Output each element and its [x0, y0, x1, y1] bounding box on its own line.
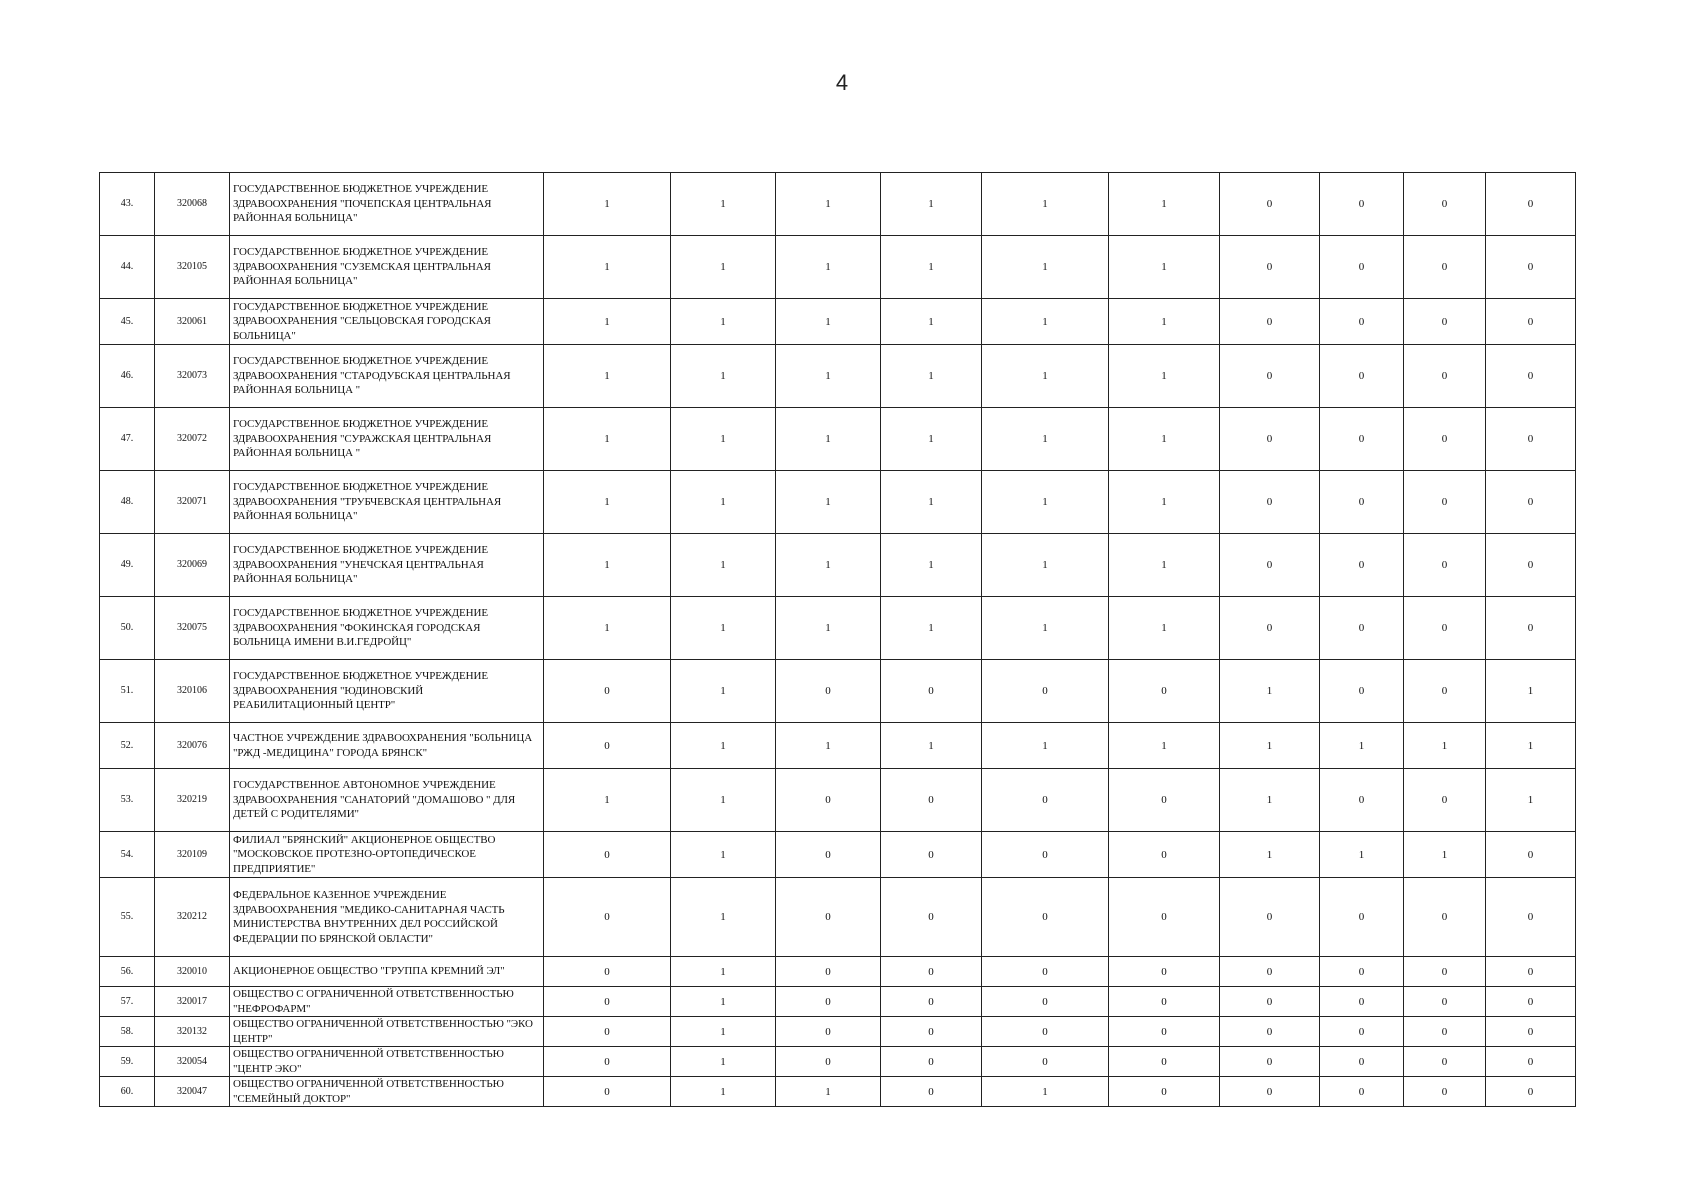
value-cell: 0: [1109, 832, 1220, 878]
value-cell: 1: [982, 345, 1109, 408]
value-cell: 1: [1486, 660, 1576, 723]
value-cell: 1: [1404, 723, 1486, 769]
org-code: 320073: [155, 345, 230, 408]
value-cell: 0: [1320, 345, 1404, 408]
value-cell: 1: [1220, 660, 1320, 723]
value-cell: 0: [1404, 408, 1486, 471]
value-cell: 1: [982, 534, 1109, 597]
value-cell: 1: [881, 408, 982, 471]
value-cell: 1: [1109, 236, 1220, 299]
value-cell: 0: [1486, 534, 1576, 597]
table-row: [100, 534, 1576, 597]
org-code: 320047: [155, 1077, 230, 1107]
row-number: 50.: [100, 597, 155, 660]
org-name: ОБЩЕСТВО ОГРАНИЧЕННОЙ ОТВЕТСТВЕННОСТЬЮ "ЭКО ЦЕНТР": [230, 1017, 544, 1047]
value-cell: 0: [1320, 236, 1404, 299]
value-cell: 0: [1486, 957, 1576, 987]
value-cell: 0: [1320, 408, 1404, 471]
value-cell: 1: [982, 173, 1109, 236]
value-cell: 1: [1109, 173, 1220, 236]
value-cell: 0: [544, 987, 671, 1017]
org-name: ГОСУДАРСТВЕННОЕ БЮДЖЕТНОЕ УЧРЕЖДЕНИЕ ЗДРАВООХРАНЕНИЯ "СУРАЖСКАЯ ЦЕНТРАЛЬНАЯ РАЙОННАЯ БОЛЬНИЦА ": [230, 408, 544, 471]
value-cell: 0: [544, 723, 671, 769]
value-cell: 0: [1486, 173, 1576, 236]
value-cell: 0: [544, 957, 671, 987]
value-cell: 0: [1109, 769, 1220, 832]
value-cell: 0: [982, 1017, 1109, 1047]
value-cell: 0: [1320, 878, 1404, 957]
value-cell: 0: [1220, 534, 1320, 597]
value-cell: 0: [881, 1017, 982, 1047]
row-number: 59.: [100, 1047, 155, 1077]
value-cell: 1: [1109, 597, 1220, 660]
value-cell: 0: [1320, 299, 1404, 345]
value-cell: 1: [881, 299, 982, 345]
value-cell: 1: [1109, 345, 1220, 408]
value-cell: 1: [544, 471, 671, 534]
row-number: 58.: [100, 1017, 155, 1047]
value-cell: 1: [1486, 769, 1576, 832]
table-row: [100, 173, 1576, 236]
value-cell: 0: [1486, 987, 1576, 1017]
org-name: ГОСУДАРСТВЕННОЕ БЮДЖЕТНОЕ УЧРЕЖДЕНИЕ ЗДРАВООХРАНЕНИЯ "ФОКИНСКАЯ ГОРОДСКАЯ БОЛЬНИЦА ИМЕНИ В.И.ГЕДРОЙЦ": [230, 597, 544, 660]
value-cell: 1: [1486, 723, 1576, 769]
org-code: 320069: [155, 534, 230, 597]
org-code: 320061: [155, 299, 230, 345]
value-cell: 1: [671, 1047, 776, 1077]
value-cell: 1: [671, 1077, 776, 1107]
value-cell: 1: [776, 299, 881, 345]
value-cell: 0: [1404, 471, 1486, 534]
value-cell: 0: [1109, 660, 1220, 723]
org-code: 320212: [155, 878, 230, 957]
row-number: 57.: [100, 987, 155, 1017]
value-cell: 1: [671, 471, 776, 534]
value-cell: 1: [982, 471, 1109, 534]
value-cell: 1: [1220, 769, 1320, 832]
org-name: ФЕДЕРАЛЬНОЕ КАЗЕННОЕ УЧРЕЖДЕНИЕ ЗДРАВООХРАНЕНИЯ "МЕДИКО-САНИТАРНАЯ ЧАСТЬ МИНИСТЕРСТВА ВНУТРЕННИХ ДЕЛ РОССИЙСКОЙ ФЕДЕРАЦИИ ПО БРЯНСКОЙ ОБЛАСТИ": [230, 878, 544, 957]
value-cell: 0: [1404, 597, 1486, 660]
value-cell: 0: [1404, 173, 1486, 236]
row-number: 46.: [100, 345, 155, 408]
row-number: 54.: [100, 832, 155, 878]
value-cell: 1: [881, 471, 982, 534]
value-cell: 0: [1486, 236, 1576, 299]
value-cell: 0: [544, 832, 671, 878]
value-cell: 0: [776, 660, 881, 723]
value-cell: 0: [1109, 878, 1220, 957]
value-cell: 0: [1220, 173, 1320, 236]
row-number: 55.: [100, 878, 155, 957]
value-cell: 0: [881, 1047, 982, 1077]
table-row: [100, 345, 1576, 408]
organizations-table: [99, 172, 1576, 1107]
value-cell: 0: [544, 1077, 671, 1107]
value-cell: 0: [1320, 597, 1404, 660]
value-cell: 0: [1486, 408, 1576, 471]
value-cell: 0: [1320, 957, 1404, 987]
value-cell: 1: [776, 723, 881, 769]
value-cell: 0: [1220, 471, 1320, 534]
value-cell: 0: [1220, 408, 1320, 471]
value-cell: 0: [881, 660, 982, 723]
value-cell: 0: [776, 987, 881, 1017]
value-cell: 0: [982, 878, 1109, 957]
value-cell: 1: [1220, 832, 1320, 878]
value-cell: 0: [544, 1017, 671, 1047]
value-cell: 0: [1320, 1047, 1404, 1077]
org-name: ГОСУДАРСТВЕННОЕ БЮДЖЕТНОЕ УЧРЕЖДЕНИЕ ЗДРАВООХРАНЕНИЯ "СЕЛЬЦОВСКАЯ ГОРОДСКАЯ БОЛЬНИЦА": [230, 299, 544, 345]
value-cell: 1: [776, 345, 881, 408]
value-cell: 0: [1220, 236, 1320, 299]
value-cell: 1: [776, 1077, 881, 1107]
value-cell: 0: [1486, 1017, 1576, 1047]
org-code: 320219: [155, 769, 230, 832]
value-cell: 0: [1404, 299, 1486, 345]
org-name: ОБЩЕСТВО ОГРАНИЧЕННОЙ ОТВЕТСТВЕННОСТЬЮ "СЕМЕЙНЫЙ ДОКТОР": [230, 1077, 544, 1107]
value-cell: 0: [881, 957, 982, 987]
value-cell: 1: [881, 723, 982, 769]
value-cell: 0: [776, 957, 881, 987]
value-cell: 0: [1320, 769, 1404, 832]
org-name: ГОСУДАРСТВЕННОЕ АВТОНОМНОЕ УЧРЕЖДЕНИЕ ЗДРАВООХРАНЕНИЯ "САНАТОРИЙ "ДОМАШОВО " ДЛЯ ДЕТЕЙ С РОДИТЕЛЯМИ": [230, 769, 544, 832]
table-row: [100, 299, 1576, 345]
value-cell: 1: [982, 236, 1109, 299]
table-row: [100, 1077, 1576, 1107]
org-name: ЧАСТНОЕ УЧРЕЖДЕНИЕ ЗДРАВООХРАНЕНИЯ "БОЛЬНИЦА "РЖД -МЕДИЦИНА" ГОРОДА БРЯНСК": [230, 723, 544, 769]
value-cell: 0: [1220, 878, 1320, 957]
value-cell: 1: [671, 299, 776, 345]
value-cell: 0: [1109, 1017, 1220, 1047]
value-cell: 1: [982, 723, 1109, 769]
value-cell: 0: [1486, 345, 1576, 408]
value-cell: 0: [776, 832, 881, 878]
value-cell: 1: [776, 534, 881, 597]
value-cell: 1: [776, 408, 881, 471]
value-cell: 0: [1320, 1077, 1404, 1107]
value-cell: 0: [776, 878, 881, 957]
value-cell: 0: [881, 1077, 982, 1107]
value-cell: 0: [1404, 345, 1486, 408]
value-cell: 1: [671, 173, 776, 236]
value-cell: 0: [1404, 1017, 1486, 1047]
value-cell: 1: [671, 723, 776, 769]
row-number: 53.: [100, 769, 155, 832]
value-cell: 0: [1404, 1047, 1486, 1077]
value-cell: 1: [881, 236, 982, 299]
row-number: 51.: [100, 660, 155, 723]
value-cell: 1: [671, 1017, 776, 1047]
org-name: ГОСУДАРСТВЕННОЕ БЮДЖЕТНОЕ УЧРЕЖДЕНИЕ ЗДРАВООХРАНЕНИЯ "СУЗЕМСКАЯ ЦЕНТРАЛЬНАЯ РАЙОННАЯ БОЛЬНИЦА": [230, 236, 544, 299]
value-cell: 1: [544, 408, 671, 471]
value-cell: 0: [1320, 1017, 1404, 1047]
org-name: ГОСУДАРСТВЕННОЕ БЮДЖЕТНОЕ УЧРЕЖДЕНИЕ ЗДРАВООХРАНЕНИЯ "СТАРОДУБСКАЯ ЦЕНТРАЛЬНАЯ РАЙОННАЯ БОЛЬНИЦА ": [230, 345, 544, 408]
value-cell: 0: [1220, 1047, 1320, 1077]
value-cell: 0: [1486, 471, 1576, 534]
org-code: 320075: [155, 597, 230, 660]
value-cell: 0: [544, 660, 671, 723]
value-cell: 1: [544, 345, 671, 408]
org-code: 320017: [155, 987, 230, 1017]
org-name: ФИЛИАЛ "БРЯНСКИЙ" АКЦИОНЕРНОЕ ОБЩЕСТВО "МОСКОВСКОЕ ПРОТЕЗНО-ОРТОПЕДИЧЕСКОЕ ПРЕДПРИЯТИЕ": [230, 832, 544, 878]
value-cell: 1: [1109, 723, 1220, 769]
table-row: [100, 957, 1576, 987]
value-cell: 1: [776, 236, 881, 299]
value-cell: 0: [1109, 957, 1220, 987]
value-cell: 0: [1486, 878, 1576, 957]
value-cell: 1: [982, 597, 1109, 660]
value-cell: 0: [544, 1047, 671, 1077]
value-cell: 0: [982, 987, 1109, 1017]
value-cell: 0: [1220, 299, 1320, 345]
value-cell: 1: [671, 534, 776, 597]
row-number: 49.: [100, 534, 155, 597]
value-cell: 1: [671, 236, 776, 299]
value-cell: 1: [1404, 832, 1486, 878]
value-cell: 1: [544, 173, 671, 236]
value-cell: 0: [982, 660, 1109, 723]
value-cell: 0: [1320, 534, 1404, 597]
value-cell: 0: [1220, 1077, 1320, 1107]
table-row: [100, 236, 1576, 299]
page-number: 4: [835, 70, 849, 95]
value-cell: 1: [881, 597, 982, 660]
value-cell: 1: [1109, 534, 1220, 597]
table-row: [100, 471, 1576, 534]
value-cell: 1: [1320, 723, 1404, 769]
value-cell: 0: [1486, 1047, 1576, 1077]
org-name: АКЦИОНЕРНОЕ ОБЩЕСТВО "ГРУППА КРЕМНИЙ ЭЛ": [230, 957, 544, 987]
row-number: 44.: [100, 236, 155, 299]
value-cell: 0: [1220, 597, 1320, 660]
value-cell: 0: [1220, 345, 1320, 408]
value-cell: 1: [982, 299, 1109, 345]
org-code: 320076: [155, 723, 230, 769]
value-cell: 0: [982, 1047, 1109, 1077]
value-cell: 0: [982, 832, 1109, 878]
row-number: 60.: [100, 1077, 155, 1107]
value-cell: 0: [1404, 957, 1486, 987]
table-row: [100, 832, 1576, 878]
table-row: [100, 878, 1576, 957]
value-cell: 1: [881, 173, 982, 236]
row-number: 48.: [100, 471, 155, 534]
org-code: 320068: [155, 173, 230, 236]
value-cell: 1: [1109, 408, 1220, 471]
value-cell: 0: [1404, 534, 1486, 597]
value-cell: 1: [776, 597, 881, 660]
value-cell: 1: [982, 408, 1109, 471]
value-cell: 0: [881, 832, 982, 878]
org-name: ГОСУДАРСТВЕННОЕ БЮДЖЕТНОЕ УЧРЕЖДЕНИЕ ЗДРАВООХРАНЕНИЯ "УНЕЧСКАЯ ЦЕНТРАЛЬНАЯ РАЙОННАЯ БОЛЬНИЦА": [230, 534, 544, 597]
value-cell: 1: [544, 299, 671, 345]
value-cell: 1: [544, 236, 671, 299]
value-cell: 1: [671, 769, 776, 832]
value-cell: 1: [671, 597, 776, 660]
value-cell: 0: [544, 878, 671, 957]
org-code: 320072: [155, 408, 230, 471]
value-cell: 0: [1109, 1047, 1220, 1077]
value-cell: 1: [671, 832, 776, 878]
value-cell: 1: [671, 878, 776, 957]
value-cell: 0: [776, 769, 881, 832]
value-cell: 1: [671, 660, 776, 723]
value-cell: 1: [671, 957, 776, 987]
org-name: ГОСУДАРСТВЕННОЕ БЮДЖЕТНОЕ УЧРЕЖДЕНИЕ ЗДРАВООХРАНЕНИЯ "ПОЧЕПСКАЯ ЦЕНТРАЛЬНАЯ РАЙОННАЯ БОЛЬНИЦА": [230, 173, 544, 236]
row-number: 47.: [100, 408, 155, 471]
table-row: [100, 1017, 1576, 1047]
value-cell: 1: [1109, 471, 1220, 534]
row-number: 43.: [100, 173, 155, 236]
value-cell: 0: [1404, 236, 1486, 299]
org-name: ОБЩЕСТВО С ОГРАНИЧЕННОЙ ОТВЕТСТВЕННОСТЬЮ "НЕФРОФАРМ": [230, 987, 544, 1017]
value-cell: 0: [881, 769, 982, 832]
value-cell: 0: [1404, 987, 1486, 1017]
table-row: [100, 408, 1576, 471]
value-cell: 1: [544, 769, 671, 832]
value-cell: 1: [982, 1077, 1109, 1107]
table-body: [100, 173, 1576, 1107]
value-cell: 0: [1220, 957, 1320, 987]
org-name: ОБЩЕСТВО ОГРАНИЧЕННОЙ ОТВЕТСТВЕННОСТЬЮ "ЦЕНТР ЭКО": [230, 1047, 544, 1077]
value-cell: 0: [1109, 1077, 1220, 1107]
value-cell: 0: [1404, 660, 1486, 723]
value-cell: 0: [1486, 597, 1576, 660]
value-cell: 1: [1320, 832, 1404, 878]
value-cell: 0: [1320, 660, 1404, 723]
value-cell: 0: [1486, 832, 1576, 878]
value-cell: 1: [544, 597, 671, 660]
value-cell: 1: [671, 987, 776, 1017]
value-cell: 0: [1486, 299, 1576, 345]
org-code: 320054: [155, 1047, 230, 1077]
table-row: [100, 769, 1576, 832]
value-cell: 0: [1320, 987, 1404, 1017]
table-row: [100, 597, 1576, 660]
value-cell: 1: [881, 345, 982, 408]
value-cell: 0: [1486, 1077, 1576, 1107]
value-cell: 1: [1220, 723, 1320, 769]
table-row: [100, 660, 1576, 723]
value-cell: 1: [671, 345, 776, 408]
value-cell: 1: [776, 173, 881, 236]
value-cell: 1: [671, 408, 776, 471]
value-cell: 0: [1320, 471, 1404, 534]
value-cell: 0: [776, 1017, 881, 1047]
value-cell: 0: [1109, 987, 1220, 1017]
org-code: 320105: [155, 236, 230, 299]
value-cell: 0: [881, 878, 982, 957]
table-row: [100, 723, 1576, 769]
org-code: 320132: [155, 1017, 230, 1047]
value-cell: 1: [776, 471, 881, 534]
value-cell: 0: [1404, 878, 1486, 957]
org-name: ГОСУДАРСТВЕННОЕ БЮДЖЕТНОЕ УЧРЕЖДЕНИЕ ЗДРАВООХРАНЕНИЯ "ТРУБЧЕВСКАЯ ЦЕНТРАЛЬНАЯ РАЙОННАЯ БОЛЬНИЦА": [230, 471, 544, 534]
org-code: 320109: [155, 832, 230, 878]
value-cell: 0: [1220, 987, 1320, 1017]
value-cell: 0: [776, 1047, 881, 1077]
value-cell: 0: [881, 987, 982, 1017]
value-cell: 0: [982, 769, 1109, 832]
org-code: 320106: [155, 660, 230, 723]
table-row: [100, 1047, 1576, 1077]
row-number: 52.: [100, 723, 155, 769]
table-row: [100, 987, 1576, 1017]
value-cell: 1: [881, 534, 982, 597]
value-cell: 0: [982, 957, 1109, 987]
value-cell: 1: [1109, 299, 1220, 345]
value-cell: 0: [1404, 769, 1486, 832]
value-cell: 0: [1320, 173, 1404, 236]
org-code: 320010: [155, 957, 230, 987]
org-name: ГОСУДАРСТВЕННОЕ БЮДЖЕТНОЕ УЧРЕЖДЕНИЕ ЗДРАВООХРАНЕНИЯ "ЮДИНОВСКИЙ РЕАБИЛИТАЦИОННЫЙ ЦЕНТР": [230, 660, 544, 723]
org-code: 320071: [155, 471, 230, 534]
row-number: 56.: [100, 957, 155, 987]
row-number: 45.: [100, 299, 155, 345]
value-cell: 1: [544, 534, 671, 597]
value-cell: 0: [1220, 1017, 1320, 1047]
value-cell: 0: [1404, 1077, 1486, 1107]
